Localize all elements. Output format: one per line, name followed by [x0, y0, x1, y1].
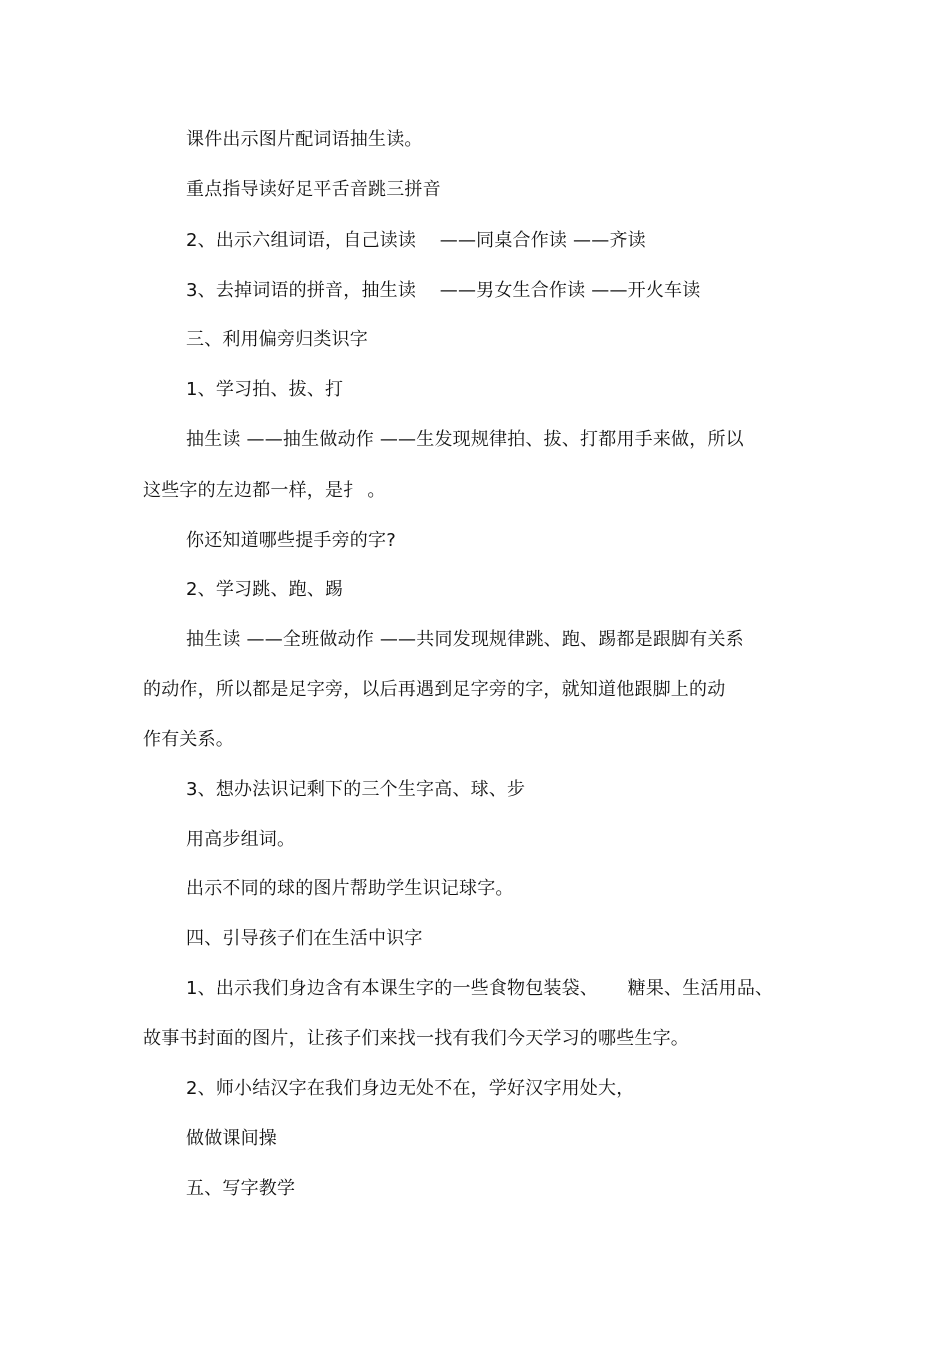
- section-heading: 三、利用偏旁归类识字: [186, 329, 368, 350]
- text-line: 你还知道哪些提手旁的字?: [186, 530, 396, 551]
- text-line: 抽生读 ——全班做动作 ——共同发现规律跳、跑、踢都是跟脚有关系: [186, 629, 744, 650]
- text-line: 出示不同的球的图片帮助学生识记球字。: [186, 878, 514, 899]
- text-line: 故事书封面的图片，让孩子们来找一找有我们今天学习的哪些生字。: [143, 1028, 689, 1049]
- text-line: 重点指导读好足平舌音跳三拼音: [186, 179, 441, 200]
- text-line: 2、师小结汉字在我们身边无处不在，学好汉字用处大，: [186, 1078, 635, 1099]
- text-line: 1、出示我们身边含有本课生字的一些食物包装袋、 糖果、生活用品、: [186, 978, 774, 999]
- text-line: 课件出示图片配词语抽生读。: [186, 129, 423, 150]
- text-line: 这些字的左边都一样，是扌 。: [143, 480, 386, 501]
- text-line: 作有关系。: [143, 729, 234, 750]
- text-line: 2、出示六组词语，自己读读 ——同桌合作读 ——齐读: [186, 230, 646, 251]
- text-line: 3、去掉词语的拼音，抽生读 ——男女生合作读 ——开火车读: [186, 280, 701, 301]
- text-line: 做做课间操: [186, 1128, 277, 1149]
- section-heading: 五、写字教学: [186, 1178, 296, 1199]
- text-line: 2、学习跳、跑、踢: [186, 579, 344, 600]
- text-line: 的动作，所以都是足字旁，以后再遇到足字旁的字，就知道他跟脚上的动: [143, 679, 726, 700]
- text-line: 抽生读 ——抽生做动作 ——生发现规律拍、拔、打都用手来做，所以: [186, 429, 744, 450]
- text-line: 3、想办法识记剩下的三个生字高、球、步: [186, 779, 526, 800]
- section-heading: 四、引导孩子们在生活中识字: [186, 928, 423, 949]
- text-line: 用高步组词。: [186, 829, 296, 850]
- text-line: 1、学习拍、拔、打: [186, 379, 344, 400]
